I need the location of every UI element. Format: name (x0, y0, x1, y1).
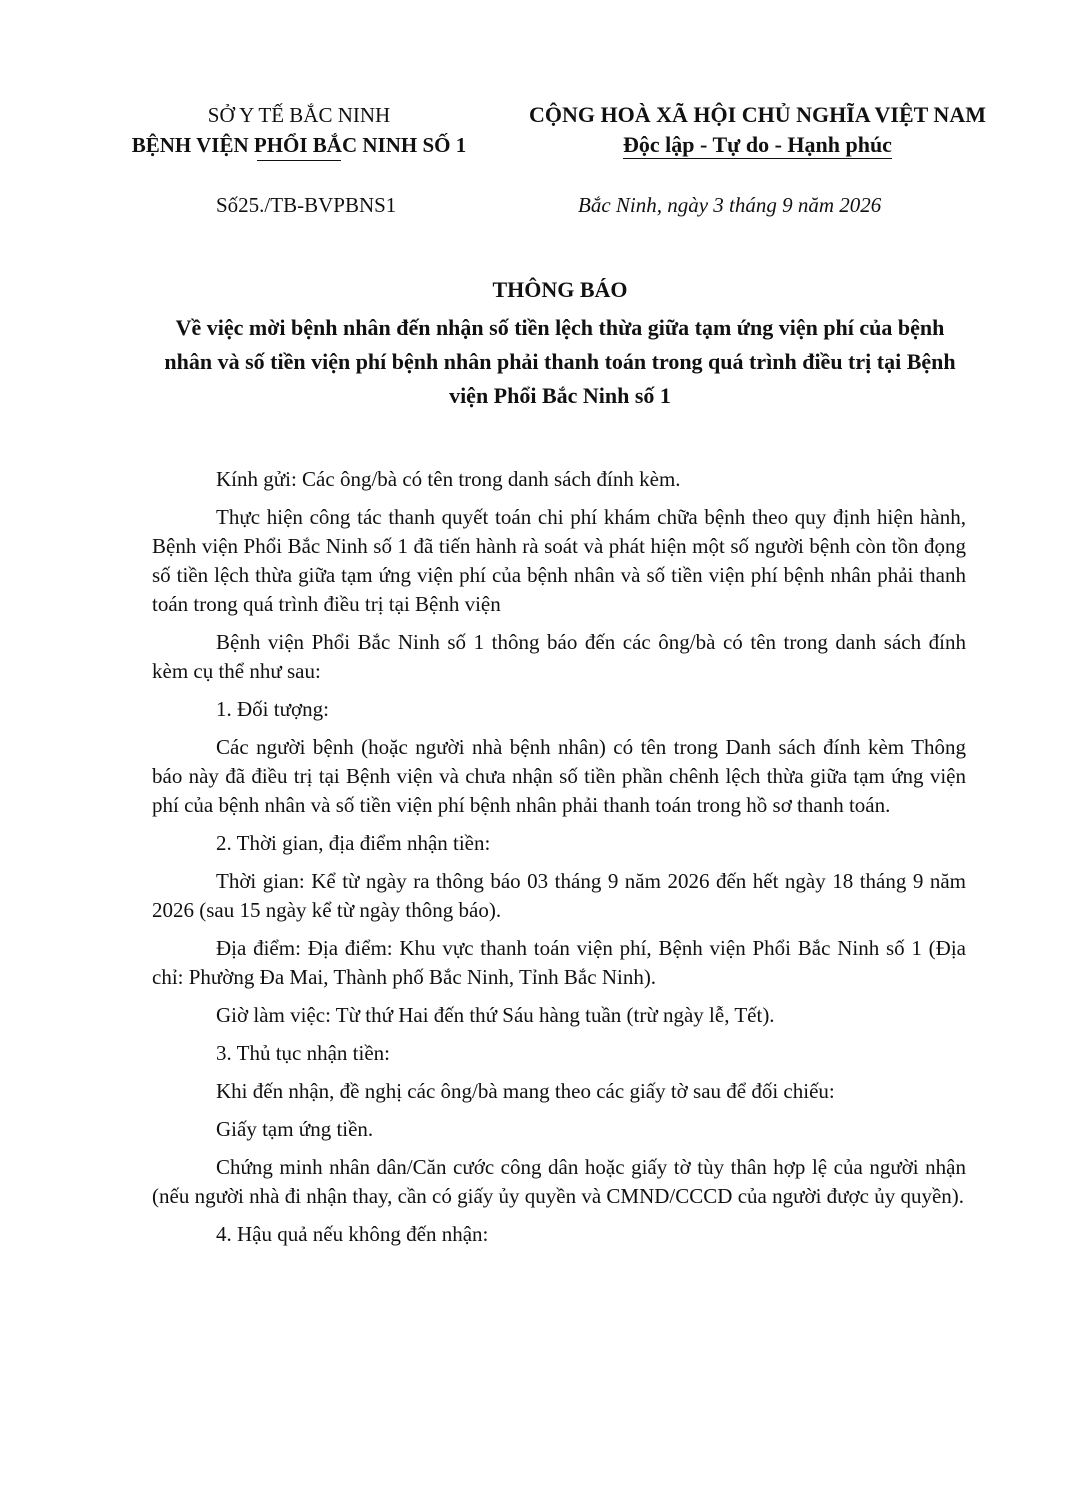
section-1-text: Các người bệnh (hoặc người nhà bệnh nhân) có tên trong Danh sách đính kèm Thông báo này đã điều trị tại Bệnh viện và chưa nhận số tiền phần chênh lệch thừa giữa tạm ứng viện phí của bệnh nhân và số tiền viện phí bệnh nhân phải thanh toán trong hồ sơ thanh toán. (152, 735, 966, 817)
notice-paragraph: Bệnh viện Phổi Bắc Ninh số 1 thông báo đến các ông/bà có tên trong danh sách đính kèm cụ thể như sau: (152, 630, 966, 683)
national-motto: Độc lập - Tự do - Hạnh phúc (623, 132, 892, 157)
section-4-heading: 4. Hậu quả nếu không đến nhận: (216, 1222, 489, 1246)
country-name: CỘNG HOÀ XÃ HỘI CHỦ NGHĨA VIỆT NAM (529, 102, 986, 127)
hospital-name-underline (257, 160, 341, 161)
section-2-time: Thời gian: Kể từ ngày ra thông báo 03 tháng 9 năm 2026 đến hết ngày 18 tháng 9 năm 2026 (sau 15 ngày kể từ ngày thông báo). (152, 869, 966, 922)
section-1-heading: 1. Đối tượng: (216, 697, 329, 721)
document-subtitle: Về việc mời bệnh nhân đến nhận số tiền lệch thừa giữa tạm ứng viện phí của bệnh nhân và số tiền viện phí bệnh nhân phải thanh toán trong quá trình điều trị tại Bệnh viện Phổi Bắc Ninh số 1 (164, 315, 956, 408)
national-title-block (500, 100, 1015, 160)
intro-paragraph: Thực hiện công tác thanh quyết toán chi phí khám chữa bệnh theo quy định hiện hành, Bệnh viện Phổi Bắc Ninh số 1 đã tiến hành rà soát và phát hiện một số người bệnh còn tồn đọng số tiền lệch thừa giữa tạm ứng viện phí của bệnh nhân và số tiền viện phí bệnh nhân phải thanh toán trong quá trình điều trị tại Bệnh viện (152, 505, 966, 616)
greeting: Kính gửi: Các ông/bà có tên trong danh sách đính kèm. (216, 467, 681, 491)
section-2-hours: Giờ làm việc: Từ thứ Hai đến thứ Sáu hàng tuần (trừ ngày lễ, Tết). (216, 1003, 775, 1027)
document-title: THÔNG BÁO (492, 277, 628, 302)
section-3-item-2: Chứng minh nhân dân/Căn cước công dân hoặc giấy tờ tùy thân hợp lệ của người nhận (nếu người nhà đi nhận thay, cần có giấy ủy quyền và CMND/CCCD của người được ủy quyền). (152, 1155, 966, 1208)
document-date: Bắc Ninh, ngày 3 tháng 9 năm 2026 (578, 193, 882, 217)
department-name: SỞ Y TẾ BẮC NINH (207, 103, 391, 127)
section-2-place: Địa điểm: Địa điểm: Khu vực thanh toán viện phí, Bệnh viện Phổi Bắc Ninh số 1 (Địa chỉ: Phường Đa Mai, Thành phố Bắc Ninh, Tỉnh Bắc Ninh). (152, 936, 966, 989)
hospital-name: BỆNH VIỆN PHỔI BẮC NINH SỐ 1 (131, 133, 467, 157)
section-3-heading: 3. Thủ tục nhận tiền: (216, 1041, 390, 1065)
section-2-heading: 2. Thời gian, địa điểm nhận tiền: (216, 831, 491, 855)
section-3-intro: Khi đến nhận, đề nghị các ông/bà mang theo các giấy tờ sau để đối chiếu: (216, 1079, 835, 1103)
document-body (152, 465, 966, 1258)
document-number: Số25./TB-BVPBNS1 (216, 193, 397, 217)
section-3-item-1: Giấy tạm ứng tiền. (216, 1117, 374, 1141)
issuing-agency-block (112, 100, 486, 161)
